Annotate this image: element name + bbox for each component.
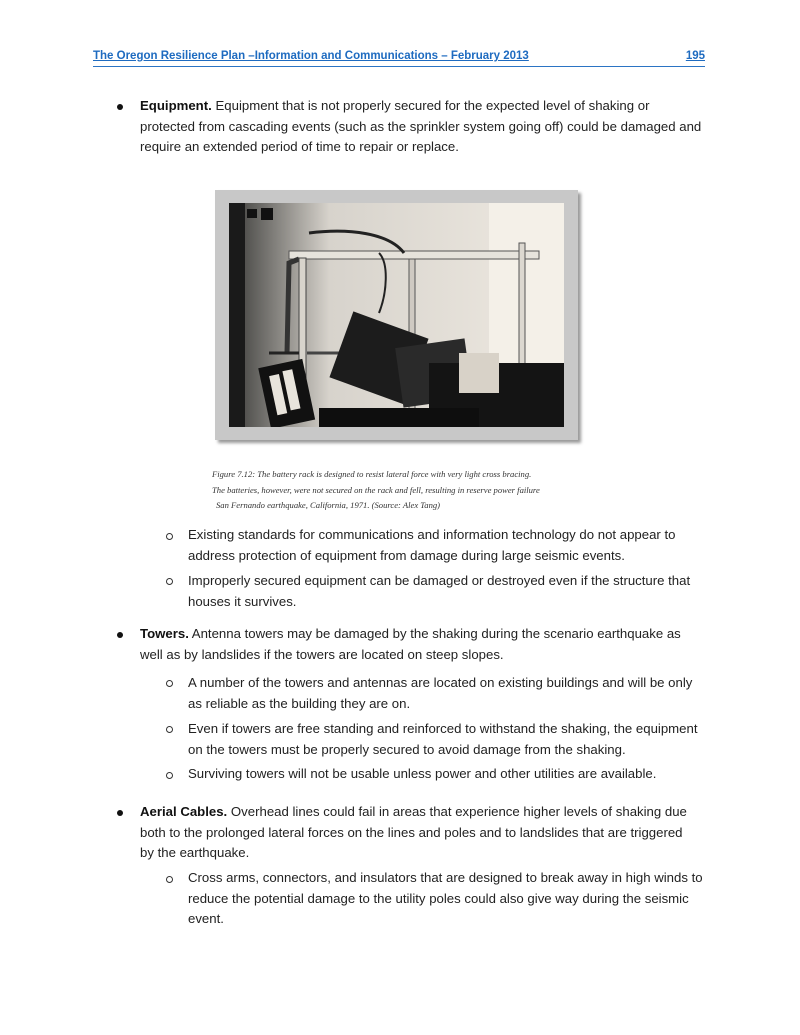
subpoint-line: Surviving towers will not be usable unless power and other utilities are available. (188, 766, 657, 781)
figure-caption-line: San Fernando earthquake, California, 1971. (Source: Alex Tang) (216, 500, 441, 510)
sub-bullet-icon (166, 876, 173, 883)
sub-bullet-icon (166, 772, 173, 779)
subpoint-line: Cross arms, connectors, and insulators that are designed to break away in high winds to (188, 870, 703, 885)
aerial-cables-paragraph (140, 802, 687, 864)
towers-paragraph (140, 624, 681, 665)
page-header (93, 50, 705, 67)
subpoint-line: Improperly secured equipment can be damaged or destroyed even if the structure that (188, 573, 691, 588)
sub-bullet-icon (166, 578, 173, 585)
subpoint-line: as reliable as the building they are on. (188, 695, 411, 711)
equipment-line: require an extended period of time to repair or replace. (140, 139, 459, 154)
towers-subpoint (188, 673, 692, 714)
equipment-line: protected from cascading events (such as the sprinkler system going off) could be damaged and (140, 118, 702, 134)
towers-term: Towers. (140, 626, 189, 641)
equipment-subpoint (188, 571, 690, 612)
aerial-subpoint (188, 868, 703, 930)
subpoint-line: Existing standards for communications and information technology do not appear to (188, 527, 676, 542)
figure-caption-line: Figure 7.12: The battery rack is designed to resist lateral force with very light cross bracing. (212, 469, 532, 479)
subpoint-line: reduce the potential damage to the utility poles could also give way during the seismic (188, 890, 689, 906)
figure-frame (215, 190, 578, 440)
subpoint-line: Even if towers are free standing and reinforced to withstand the shaking, the equipment (188, 721, 698, 736)
sub-bullet-icon (166, 533, 173, 540)
subpoint-line: houses it survives. (188, 593, 297, 609)
towers-line: Antenna towers may be damaged by the shaking during the scenario earthquake as (191, 626, 681, 641)
subpoint-line: on the towers must be properly secured to avoid damage from the shaking. (188, 741, 626, 757)
bullet-icon (117, 104, 123, 110)
battery-rack-photo (229, 203, 564, 427)
towers-line: well as by landslides if the towers are located on steep slopes. (140, 646, 504, 662)
page-number: 195 (685, 50, 705, 62)
aerial-line: by the earthquake. (140, 845, 250, 860)
sub-bullet-icon (166, 726, 173, 733)
equipment-term: Equipment. (140, 98, 212, 113)
sub-bullet-icon (166, 680, 173, 687)
subpoint-line: address protection of equipment from damage during large seismic events. (188, 547, 625, 563)
towers-subpoint (188, 764, 656, 785)
aerial-line: both to the prolonged lateral forces on the lines and poles and to landslides that are triggered (140, 824, 683, 840)
equipment-paragraph (140, 96, 701, 158)
equipment-line: Equipment that is not properly secured for the expected level of shaking or (215, 98, 650, 113)
aerial-line: Overhead lines could fail in areas that experience higher levels of shaking due (230, 804, 687, 819)
bullet-icon (117, 632, 123, 638)
aerial-cables-term: Aerial Cables. (140, 804, 228, 819)
subpoint-line: event. (188, 911, 224, 926)
bullet-icon (117, 810, 123, 816)
towers-subpoint (188, 719, 698, 760)
subpoint-line: A number of the towers and antennas are located on existing buildings and will be only (188, 675, 693, 690)
equipment-subpoint (188, 525, 676, 566)
document-title: The Oregon Resilience Plan –Information and Communications – February 2013 (93, 50, 529, 62)
figure-caption-line: The batteries, however, were not secured on the rack and fell, resulting in reserve power failure (212, 485, 540, 495)
